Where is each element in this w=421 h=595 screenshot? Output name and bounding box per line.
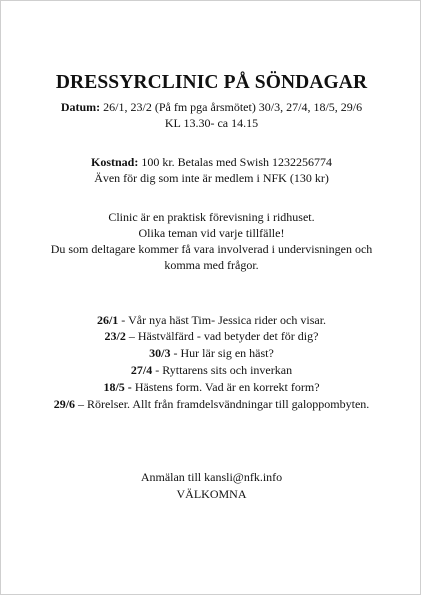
schedule-date: 27/4 — [130, 363, 153, 377]
schedule-item — [1, 396, 421, 412]
schedule-date: 23/2 — [104, 329, 126, 343]
kostnad-label: Kostnad: — [90, 155, 139, 169]
schedule-date: 29/6 — [53, 397, 76, 411]
schedule-text: - Hur lär sig en häst? — [170, 346, 274, 360]
kostnad-members-note: Även för dig som inte är medlem i NFK (130 kr) — [94, 171, 329, 185]
schedule-date: 26/1 — [96, 313, 119, 327]
schedule-item — [1, 379, 421, 395]
datum-time: KL 13.30- ca 14.15 — [164, 116, 259, 130]
kostnad-line — [1, 154, 421, 170]
schedule-text: - Vår nya häst Tim- Jessica rider och visar. — [118, 313, 327, 327]
schedule-item — [1, 345, 421, 361]
datum-line — [1, 99, 421, 115]
schedule-item — [1, 328, 421, 344]
schedule-date: 30/3 — [149, 346, 171, 360]
schedule-date: 18/5 - — [103, 380, 132, 394]
description-line: komma med frågor. — [164, 258, 259, 272]
schedule-text: Hästens form. Vad är en korrekt form? — [131, 380, 320, 394]
description-line: Olika teman vid varje tillfälle! — [138, 226, 285, 240]
description-line: Clinic är en praktisk förevisning i ridhuset. — [108, 210, 315, 224]
schedule-text: - Ryttarens sits och inverkan — [152, 363, 293, 377]
schedule-text: – Rörelser. Allt från framdelsvändningar till galoppombyten. — [75, 397, 370, 411]
schedule-text: – Hästvälfärd - vad betyder det för dig? — [125, 329, 319, 343]
signup-text: Anmälan till kansli@nfk.info — [140, 470, 283, 484]
kostnad-text: 100 kr. Betalas med Swish 1232256774 — [138, 155, 332, 169]
datum-dates: 26/1, 23/2 (På fm pga årsmötet) 30/3, 27/4, 18/5, 29/6 — [100, 100, 363, 114]
datum-label: Datum: — [60, 100, 101, 114]
welcome-text: VÄLKOMNA — [176, 487, 247, 501]
schedule-item — [1, 362, 421, 378]
page-title: DRESSYRCLINIC PÅ SÖNDAGAR — [55, 72, 368, 93]
schedule-item — [1, 312, 421, 328]
description-line: Du som deltagare kommer få vara involverad i undervisningen och — [50, 242, 373, 256]
